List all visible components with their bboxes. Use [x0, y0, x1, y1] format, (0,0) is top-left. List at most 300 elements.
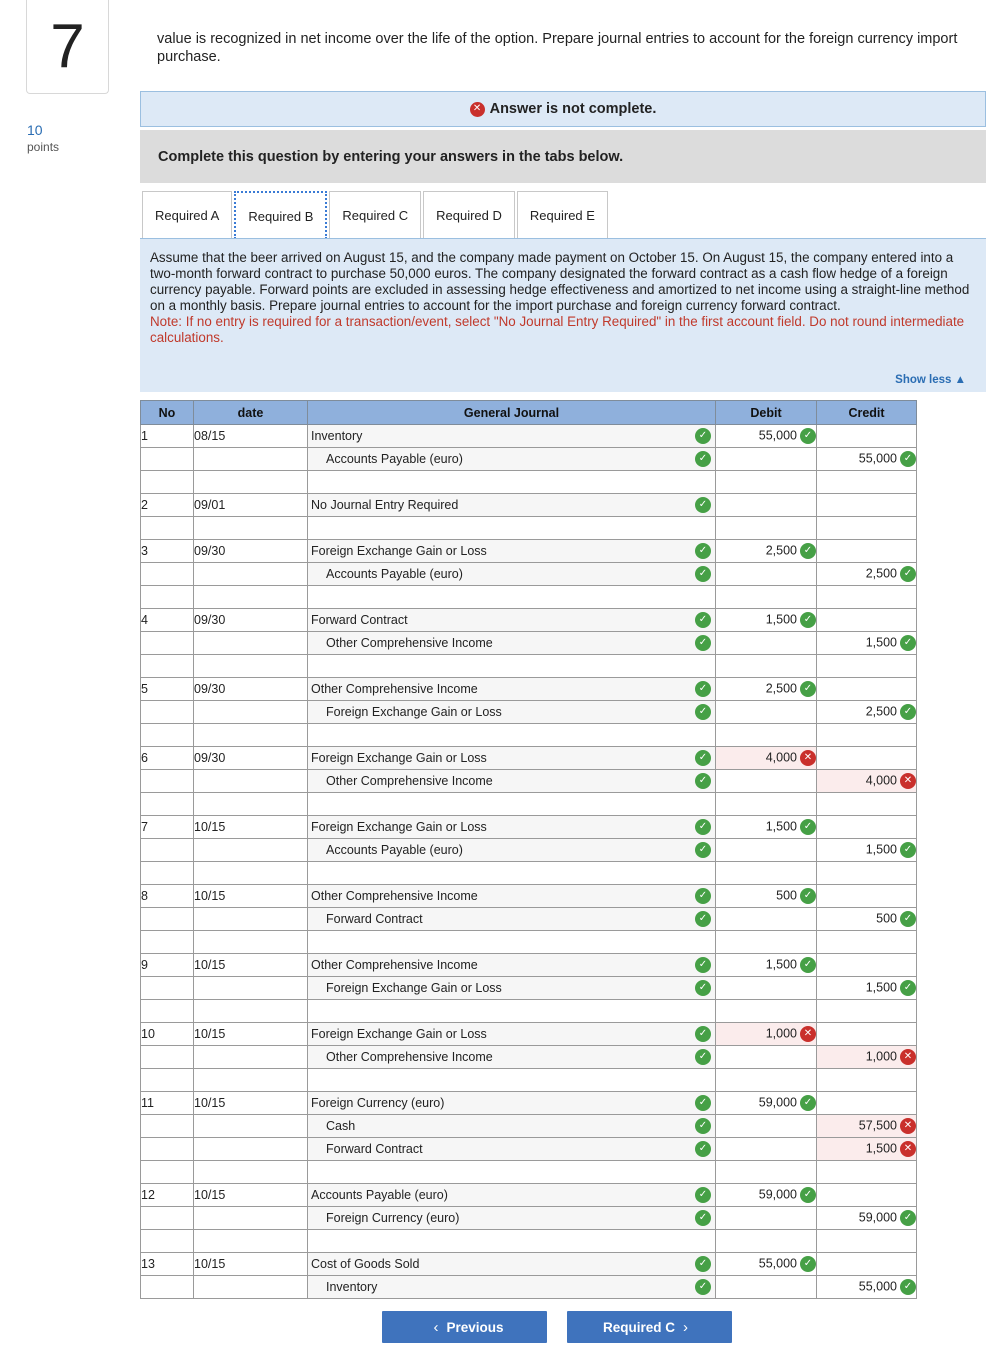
check-circle-icon: ✓ [695, 888, 711, 904]
col-header-date: date [194, 401, 308, 425]
debit-value: 4,000 [765, 750, 797, 765]
table-row [141, 1046, 917, 1069]
account-name: Forward Contract [311, 613, 408, 627]
account-name: Accounts Payable (euro) [326, 567, 463, 581]
account-name: Other Comprehensive Income [311, 889, 478, 903]
credit-value: 1,500 [865, 980, 897, 995]
chevron-left-icon: ‹ [433, 1318, 439, 1336]
credit-amount-input[interactable] [817, 908, 917, 931]
instruction-bar [140, 130, 986, 183]
entry-number-cell [141, 632, 194, 655]
credit-amount-input[interactable] [817, 1207, 917, 1230]
credit-amount-input[interactable] [817, 885, 917, 908]
empty-cell [716, 471, 817, 494]
debit-amount-input[interactable] [716, 1207, 817, 1230]
account-select[interactable] [308, 908, 716, 931]
entry-number-cell [141, 908, 194, 931]
empty-cell [141, 655, 194, 678]
table-row [141, 678, 917, 701]
debit-amount-input[interactable] [716, 1253, 817, 1276]
account-status [692, 842, 711, 858]
credit-amount-input[interactable] [817, 448, 917, 471]
table-spacer-row [141, 724, 917, 747]
check-circle-icon: ✓ [695, 819, 711, 835]
tab-required-e[interactable]: Required E [517, 191, 608, 239]
debit-amount-input[interactable] [716, 1092, 817, 1115]
check-circle-icon: ✓ [800, 543, 816, 559]
debit-amount-input[interactable] [716, 1046, 817, 1069]
check-circle-icon: ✓ [800, 1187, 816, 1203]
empty-cell [716, 586, 817, 609]
account-name: Foreign Exchange Gain or Loss [311, 544, 487, 558]
empty-cell [716, 1230, 817, 1253]
credit-amount-input[interactable] [817, 494, 917, 517]
account-select[interactable] [308, 770, 716, 793]
account-name: Foreign Exchange Gain or Loss [326, 705, 502, 719]
check-circle-icon: ✓ [800, 1095, 816, 1111]
account-select[interactable] [308, 563, 716, 586]
empty-cell [141, 471, 194, 494]
date-cell[interactable]: 09/01 [194, 494, 308, 517]
table-row [141, 632, 917, 655]
account-select[interactable] [308, 1138, 716, 1161]
account-select[interactable] [308, 1253, 716, 1276]
table-spacer-row [141, 862, 917, 885]
entry-number-cell [141, 1138, 194, 1161]
empty-cell [194, 1230, 308, 1253]
banner-text: Answer is not complete. [489, 101, 657, 117]
journal-table [140, 400, 917, 1299]
empty-cell [141, 793, 194, 816]
entry-number-cell [141, 563, 194, 586]
debit-amount-input[interactable] [716, 885, 817, 908]
debit-amount-input[interactable] [716, 977, 817, 1000]
account-name: Other Comprehensive Income [326, 1050, 493, 1064]
table-row [141, 954, 917, 977]
credit-amount-input[interactable] [817, 678, 917, 701]
date-cell[interactable] [194, 1115, 308, 1138]
account-status [692, 1279, 711, 1295]
question-text: value is recognized in net income over the life of the option. Prepare journal entries to account for the foreign currency import purchase. [157, 31, 958, 65]
account-status [692, 612, 711, 628]
empty-cell [716, 1000, 817, 1023]
empty-cell [141, 1069, 194, 1092]
tab-required-b[interactable]: Required B [234, 191, 327, 239]
account-select[interactable] [308, 885, 716, 908]
account-select[interactable] [308, 678, 716, 701]
table-row [141, 1253, 917, 1276]
account-status [692, 704, 711, 720]
credit-amount-input[interactable] [817, 1276, 917, 1299]
debit-value: 500 [776, 888, 797, 903]
empty-cell [141, 1000, 194, 1023]
debit-amount-input[interactable] [716, 1023, 817, 1046]
account-select[interactable] [308, 609, 716, 632]
date-cell[interactable] [194, 1276, 308, 1299]
credit-amount-input[interactable] [817, 1138, 917, 1161]
previous-button[interactable]: ‹ Previous [382, 1311, 547, 1343]
date-cell[interactable]: 10/15 [194, 1184, 308, 1207]
empty-cell [308, 793, 716, 816]
tab-panel [140, 238, 986, 392]
table-row [141, 448, 917, 471]
chevron-right-icon: › [683, 1318, 688, 1336]
date-cell[interactable]: 09/30 [194, 747, 308, 770]
table-row [141, 609, 917, 632]
table-row [141, 770, 917, 793]
debit-amount-input[interactable] [716, 678, 817, 701]
table-spacer-row [141, 655, 917, 678]
entry-number-cell: 11 [141, 1092, 194, 1115]
account-name: Accounts Payable (euro) [311, 1188, 448, 1202]
entry-number-cell: 13 [141, 1253, 194, 1276]
debit-amount-input[interactable] [716, 747, 817, 770]
date-cell[interactable]: 09/30 [194, 678, 308, 701]
table-row [141, 1115, 917, 1138]
empty-cell [308, 1069, 716, 1092]
debit-value: 2,500 [765, 543, 797, 558]
account-name: Other Comprehensive Income [311, 682, 478, 696]
x-circle-icon: ✕ [900, 1118, 916, 1134]
next-required-button[interactable]: Required C › [567, 1311, 732, 1343]
table-row [141, 747, 917, 770]
tab-required-d[interactable]: Required D [423, 191, 515, 239]
account-name: Accounts Payable (euro) [326, 843, 463, 857]
triangle-up-icon: ▲ [954, 374, 966, 386]
account-select[interactable] [308, 425, 716, 448]
empty-cell [141, 1230, 194, 1253]
credit-amount-input[interactable] [817, 609, 917, 632]
empty-cell [716, 862, 817, 885]
debit-amount-input[interactable] [716, 1138, 817, 1161]
x-circle-icon: ✕ [800, 1026, 816, 1042]
empty-cell [194, 862, 308, 885]
credit-amount-input[interactable] [817, 1253, 917, 1276]
date-cell[interactable]: 10/15 [194, 885, 308, 908]
check-circle-icon: ✓ [695, 612, 711, 628]
empty-cell [194, 1069, 308, 1092]
account-select[interactable] [308, 839, 716, 862]
credit-amount-input[interactable] [817, 1046, 917, 1069]
check-circle-icon: ✓ [695, 1118, 711, 1134]
account-status [692, 773, 711, 789]
credit-value: 2,500 [865, 566, 897, 581]
account-status [692, 1118, 711, 1134]
empty-cell [194, 655, 308, 678]
credit-value: 57,500 [858, 1118, 897, 1133]
debit-amount-input[interactable] [716, 425, 817, 448]
account-name: Foreign Exchange Gain or Loss [311, 1027, 487, 1041]
account-select[interactable] [308, 1115, 716, 1138]
empty-cell [194, 517, 308, 540]
credit-amount-input[interactable] [817, 816, 917, 839]
check-circle-icon: ✓ [695, 911, 711, 927]
date-cell[interactable] [194, 448, 308, 471]
empty-cell [716, 724, 817, 747]
debit-amount-input[interactable] [716, 609, 817, 632]
entry-number-cell: 7 [141, 816, 194, 839]
empty-cell [817, 586, 917, 609]
table-row [141, 540, 917, 563]
panel-note: Note: If no entry is required for a transaction/event, select "No Journal Entry Required" in the first account field. Do not round intermediate calculations. [150, 314, 965, 345]
table-row [141, 563, 917, 586]
debit-value: 1,000 [765, 1026, 797, 1041]
credit-amount-input[interactable] [817, 1184, 917, 1207]
question-number: 7 [26, 0, 109, 94]
empty-cell [194, 1161, 308, 1184]
account-select[interactable] [308, 954, 716, 977]
account-status [692, 1256, 711, 1272]
date-cell[interactable]: 10/15 [194, 1023, 308, 1046]
debit-amount-input[interactable] [716, 563, 817, 586]
debit-amount-input[interactable] [716, 770, 817, 793]
check-circle-icon: ✓ [695, 451, 711, 467]
date-cell[interactable]: 10/15 [194, 954, 308, 977]
debit-amount-input[interactable] [716, 1184, 817, 1207]
date-cell[interactable] [194, 1138, 308, 1161]
entry-number-cell [141, 977, 194, 1000]
debit-value: 59,000 [758, 1095, 797, 1110]
account-name: Forward Contract [326, 912, 423, 926]
check-circle-icon: ✓ [695, 1256, 711, 1272]
date-cell[interactable] [194, 563, 308, 586]
panel-text: Assume that the beer arrived on August 15, and the company made payment on October 15. On August 15, the company entered into a two-month forward contract to purchase 50,000 euros. The company designated the forward contract as a cash flow hedge of a foreign currency payable. Forward points are excluded in assessing hedge effectiveness and amortized to net income using a straight-line method on a monthly basis. Prepare journal entries to account for the import purchase and foreign currency forward contract. [150, 250, 970, 313]
x-circle-icon: ✕ [800, 750, 816, 766]
account-status [692, 1210, 711, 1226]
account-status [692, 635, 711, 651]
account-status [692, 428, 711, 444]
date-cell[interactable]: 09/30 [194, 540, 308, 563]
table-row [141, 839, 917, 862]
debit-amount-input[interactable] [716, 816, 817, 839]
account-name: Foreign Exchange Gain or Loss [326, 981, 502, 995]
account-name: Forward Contract [326, 1142, 423, 1156]
table-spacer-row [141, 1000, 917, 1023]
credit-amount-input[interactable] [817, 747, 917, 770]
credit-value: 1,000 [865, 1049, 897, 1064]
empty-cell [194, 724, 308, 747]
debit-amount-input[interactable] [716, 494, 817, 517]
account-name: Other Comprehensive Income [326, 774, 493, 788]
table-spacer-row [141, 586, 917, 609]
empty-cell [141, 1161, 194, 1184]
empty-cell [308, 586, 716, 609]
empty-cell [194, 931, 308, 954]
account-select[interactable] [308, 701, 716, 724]
check-circle-icon: ✓ [900, 566, 916, 582]
empty-cell [308, 931, 716, 954]
account-select[interactable] [308, 747, 716, 770]
debit-amount-input[interactable] [716, 1115, 817, 1138]
account-name: Inventory [326, 1280, 378, 1294]
account-select[interactable] [308, 448, 716, 471]
check-circle-icon: ✓ [900, 1210, 916, 1226]
debit-amount-input[interactable] [716, 540, 817, 563]
account-select[interactable] [308, 494, 716, 517]
tab-required-a[interactable]: Required A [142, 191, 232, 239]
date-cell[interactable] [194, 839, 308, 862]
credit-amount-input[interactable] [817, 977, 917, 1000]
debit-amount-input[interactable] [716, 632, 817, 655]
account-select[interactable] [308, 1276, 716, 1299]
points-label: points [27, 140, 60, 154]
account-select[interactable] [308, 540, 716, 563]
debit-value: 59,000 [758, 1187, 797, 1202]
check-circle-icon: ✓ [800, 888, 816, 904]
table-row [141, 977, 917, 1000]
empty-cell [141, 862, 194, 885]
empty-cell [716, 1161, 817, 1184]
debit-amount-input[interactable] [716, 701, 817, 724]
credit-amount-input[interactable] [817, 540, 917, 563]
empty-cell [141, 517, 194, 540]
account-status [692, 957, 711, 973]
entry-number-cell [141, 448, 194, 471]
check-circle-icon: ✓ [695, 957, 711, 973]
date-cell[interactable] [194, 977, 308, 1000]
account-select[interactable] [308, 632, 716, 655]
empty-cell [817, 655, 917, 678]
credit-amount-input[interactable] [817, 954, 917, 977]
credit-amount-input[interactable] [817, 425, 917, 448]
debit-amount-input[interactable] [716, 1276, 817, 1299]
account-name: Inventory [311, 429, 363, 443]
date-cell[interactable] [194, 632, 308, 655]
empty-cell [194, 1000, 308, 1023]
table-row [141, 1023, 917, 1046]
account-name: Foreign Currency (euro) [326, 1211, 460, 1225]
entry-number-cell [141, 1115, 194, 1138]
debit-amount-input[interactable] [716, 839, 817, 862]
credit-amount-input[interactable] [817, 1092, 917, 1115]
account-status [692, 543, 711, 559]
account-name: Foreign Currency (euro) [311, 1096, 445, 1110]
x-circle-icon: ✕ [900, 1141, 916, 1157]
check-circle-icon: ✓ [695, 750, 711, 766]
date-cell[interactable]: 09/30 [194, 609, 308, 632]
date-cell[interactable] [194, 770, 308, 793]
credit-amount-input[interactable] [817, 701, 917, 724]
account-select[interactable] [308, 1184, 716, 1207]
account-status [692, 681, 711, 697]
debit-amount-input[interactable] [716, 954, 817, 977]
entry-number-cell [141, 1046, 194, 1069]
check-circle-icon: ✓ [695, 1095, 711, 1111]
debit-value: 1,500 [765, 819, 797, 834]
empty-cell [716, 793, 817, 816]
account-status [692, 1026, 711, 1042]
check-circle-icon: ✓ [695, 1210, 711, 1226]
check-circle-icon: ✓ [900, 1279, 916, 1295]
account-status [692, 980, 711, 996]
empty-cell [308, 1000, 716, 1023]
debit-amount-input[interactable] [716, 908, 817, 931]
account-status [692, 888, 711, 904]
account-status [692, 497, 711, 513]
empty-cell [308, 724, 716, 747]
date-cell[interactable]: 10/15 [194, 1253, 308, 1276]
credit-amount-input[interactable] [817, 563, 917, 586]
check-circle-icon: ✓ [800, 612, 816, 628]
check-circle-icon: ✓ [900, 980, 916, 996]
table-row [141, 908, 917, 931]
credit-amount-input[interactable] [817, 770, 917, 793]
check-circle-icon: ✓ [800, 1256, 816, 1272]
date-cell[interactable]: 08/15 [194, 425, 308, 448]
date-cell[interactable]: 10/15 [194, 1092, 308, 1115]
account-status [692, 1095, 711, 1111]
account-select[interactable] [308, 977, 716, 1000]
date-cell[interactable] [194, 908, 308, 931]
empty-cell [817, 471, 917, 494]
entry-number-cell: 1 [141, 425, 194, 448]
empty-cell [716, 1069, 817, 1092]
empty-cell [308, 471, 716, 494]
account-status [692, 451, 711, 467]
account-select[interactable] [308, 1023, 716, 1046]
x-circle-icon: ✕ [900, 1049, 916, 1065]
debit-value: 55,000 [758, 1256, 797, 1271]
account-name: Other Comprehensive Income [326, 636, 493, 650]
table-row [141, 701, 917, 724]
account-name: Foreign Exchange Gain or Loss [311, 751, 487, 765]
credit-amount-input[interactable] [817, 839, 917, 862]
table-row [141, 1138, 917, 1161]
empty-cell [817, 724, 917, 747]
entry-number-cell: 10 [141, 1023, 194, 1046]
credit-value: 59,000 [858, 1210, 897, 1225]
table-spacer-row [141, 793, 917, 816]
table-row [141, 1184, 917, 1207]
debit-amount-input[interactable] [716, 448, 817, 471]
account-status [692, 750, 711, 766]
table-spacer-row [141, 931, 917, 954]
entry-number-cell [141, 1276, 194, 1299]
account-select[interactable] [308, 816, 716, 839]
check-circle-icon: ✓ [800, 681, 816, 697]
col-header-no: No [141, 401, 194, 425]
date-cell[interactable]: 10/15 [194, 816, 308, 839]
check-circle-icon: ✓ [695, 704, 711, 720]
empty-cell [141, 586, 194, 609]
empty-cell [141, 724, 194, 747]
empty-cell [308, 1230, 716, 1253]
credit-amount-input[interactable] [817, 632, 917, 655]
empty-cell [194, 793, 308, 816]
date-cell[interactable] [194, 1207, 308, 1230]
account-status [692, 819, 711, 835]
tab-required-c[interactable]: Required C [329, 191, 421, 239]
credit-value: 2,500 [865, 704, 897, 719]
check-circle-icon: ✓ [695, 1141, 711, 1157]
entry-number-cell: 8 [141, 885, 194, 908]
journal-header-row [141, 401, 917, 425]
empty-cell [308, 862, 716, 885]
date-cell[interactable] [194, 701, 308, 724]
show-less-link[interactable]: Show less ▲ [895, 374, 966, 386]
account-select[interactable] [308, 1207, 716, 1230]
credit-amount-input[interactable] [817, 1115, 917, 1138]
account-status [692, 911, 711, 927]
points-value: 10 [27, 122, 43, 138]
account-name: No Journal Entry Required [311, 498, 459, 512]
check-circle-icon: ✓ [695, 1026, 711, 1042]
credit-amount-input[interactable] [817, 1023, 917, 1046]
date-cell[interactable] [194, 1046, 308, 1069]
account-select[interactable] [308, 1046, 716, 1069]
account-select[interactable] [308, 1092, 716, 1115]
col-header-general-journal: General Journal [308, 401, 716, 425]
